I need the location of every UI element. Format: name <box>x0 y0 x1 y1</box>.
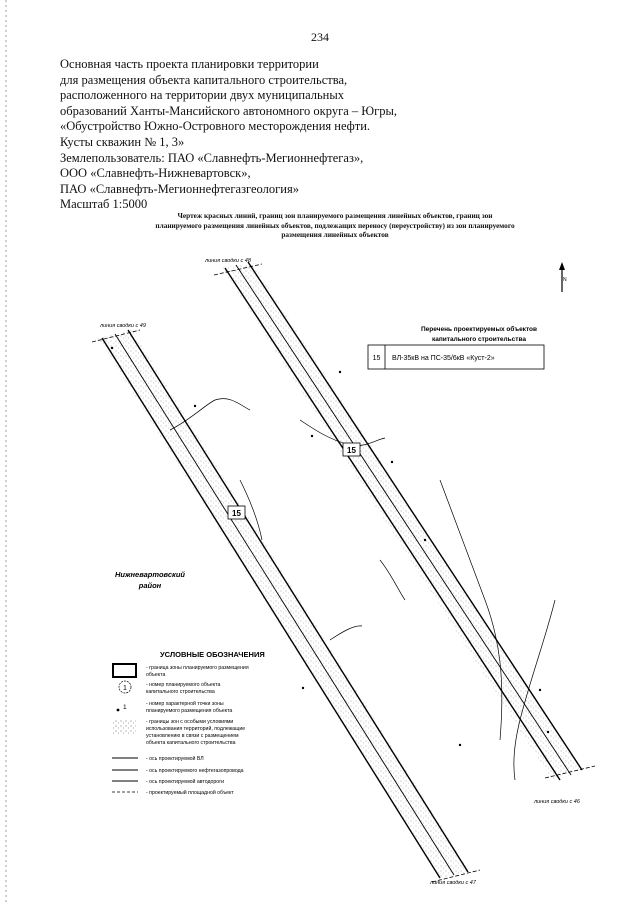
header-line: образований Ханты-Мансийского автономного округа – Югры, <box>60 103 398 118</box>
north-arrow-head <box>559 262 565 270</box>
header-line: ПАО «Славнефть-Мегионнефтегазгеология» <box>60 181 299 196</box>
legend-text: использования территорий, подлежащие <box>146 726 246 732</box>
legend-symbol-number: 1 <box>123 704 127 711</box>
hatched-zone-right <box>222 262 580 780</box>
objects-table-name: ВЛ-35кВ на ПС-35/6кВ «Куст-2» <box>392 355 495 362</box>
zone-boundary-line <box>248 262 582 770</box>
scale-line: Масштаб 1:5000 <box>60 197 148 212</box>
header-line: «Обустройство Южно-Островного месторождения нефти. <box>60 119 371 134</box>
object-marker-15 <box>228 506 245 519</box>
north-label: N <box>563 277 567 283</box>
legend-text: - граница зоны планируемого размещения <box>146 665 249 671</box>
legend-hatched-symbol <box>113 720 136 734</box>
legend-text: - ось проектируемой автодороги <box>146 779 224 785</box>
legend-text: - ось проектируемого нефтегазопровода <box>146 768 244 774</box>
point-marker <box>302 687 304 689</box>
header-line: ООО «Славнефть-Нижневартовск», <box>60 166 251 181</box>
point-marker <box>339 371 341 373</box>
legend-text: - номер планируемого объекта <box>146 682 221 688</box>
marker-label: 15 <box>232 509 241 518</box>
legend-text: планируемого размещения объекта <box>146 708 233 714</box>
header-line: для размещения объекта капитального строительства, <box>60 72 348 87</box>
legend-text: - границы зон с особыми условиями <box>146 719 234 725</box>
match-line-label: линия сводки с 46 <box>534 799 580 805</box>
header-line: Кусты скважин № 1, 3» <box>60 134 185 149</box>
objects-table-number: 15 <box>372 355 381 362</box>
legend-title: УСЛОВНЫЕ ОБОЗНАЧЕНИЯ <box>160 650 265 659</box>
terrain-line <box>380 560 405 600</box>
drawing-title-line: планируемого размещения линейных объектов, подлежащих переносу (переустройству) из зон планируемого <box>155 220 515 230</box>
terrain-line <box>330 626 362 640</box>
header-line: расположенного на территории двух муниципальных <box>60 88 345 103</box>
legend-text: капитального строительства <box>146 689 215 695</box>
objects-table <box>368 325 544 369</box>
point-marker <box>391 461 393 463</box>
legend-text: объекта <box>146 672 166 678</box>
match-line-label: линия сводки с 48 <box>205 258 251 264</box>
legend-point-symbol <box>117 709 120 712</box>
region-label: район <box>138 581 162 590</box>
point-marker <box>424 539 426 541</box>
point-marker <box>539 689 541 691</box>
header-line: Землепользователь: ПАО «Славнефть-Мегионнефтегаз», <box>60 150 364 165</box>
zone-boundary-line <box>102 338 440 878</box>
drawing-title-line: размещения линейных объектов <box>281 230 389 240</box>
point-marker <box>547 731 549 733</box>
match-line-label: линия сводки с 47 <box>430 880 476 886</box>
match-line-label: линия сводки с 49 <box>100 323 146 329</box>
object-marker-15 <box>343 443 360 456</box>
legend-symbol-number: 1 <box>123 685 127 692</box>
point-marker <box>194 405 196 407</box>
legend-text: - ось проектируемой ВЛ <box>146 756 204 762</box>
marker-label: 15 <box>347 446 356 455</box>
objects-table-title: капитального строительства <box>432 336 526 343</box>
legend-text: - проектируемый площадной объект <box>146 790 234 796</box>
legend-zone-box <box>113 664 136 677</box>
drawing-title-line: Чертеж красных линий, границ зон планируемого размещения линейных объектов, границ зон <box>177 211 493 220</box>
region-label: Нижневартовский <box>114 570 186 579</box>
legend-text: объекта капитального строительства <box>146 740 236 746</box>
page-number: 234 <box>311 30 329 44</box>
legend <box>112 650 265 796</box>
legend-text: установлению в связи с размещением <box>146 733 239 739</box>
north-arrow <box>559 262 567 292</box>
objects-table-title: Перечень проектируемых объектов <box>420 326 538 333</box>
header-line: Основная часть проекта планировки территории <box>60 57 319 71</box>
point-marker <box>311 435 313 437</box>
point-marker <box>111 347 113 349</box>
legend-text: - номер характерной точки зоны <box>146 701 224 707</box>
point-marker <box>459 744 461 746</box>
